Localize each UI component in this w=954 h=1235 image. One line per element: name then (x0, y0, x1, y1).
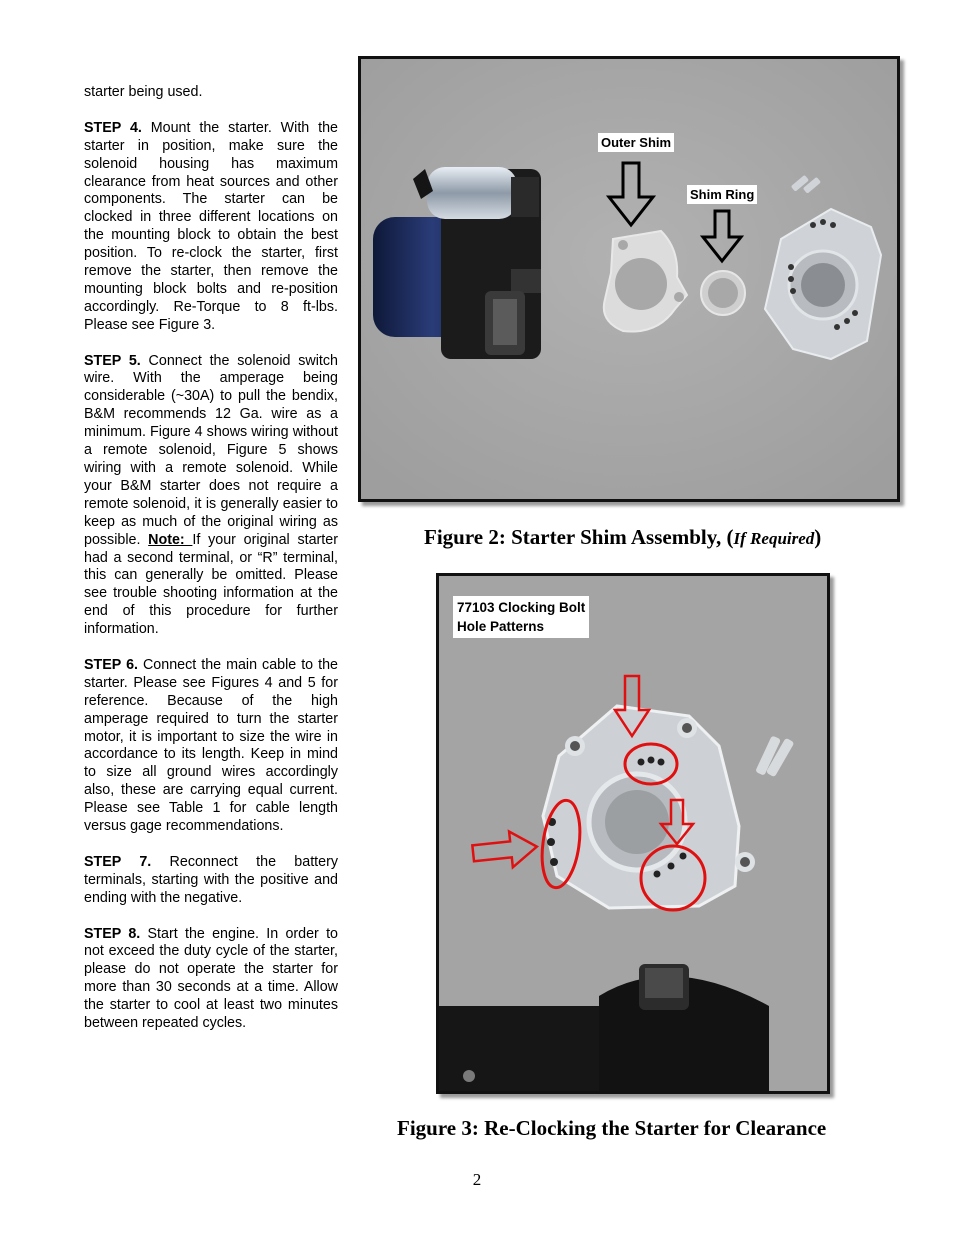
figure-3-photo (436, 573, 830, 1094)
step-4-label: STEP 4. (84, 119, 142, 136)
step-7-text: Reconnect the battery terminals, starting with the positive and ending with the negative. (84, 853, 338, 906)
note-label: Note: (148, 531, 193, 548)
step-5-label: STEP 5. (84, 352, 141, 369)
figure-2-photo (358, 56, 900, 502)
figure-2-caption-italic: If Required (733, 529, 815, 548)
step-7-label: STEP 7. (84, 853, 152, 870)
step-6 (84, 657, 338, 836)
step-7 (84, 854, 338, 908)
step-8-label: STEP 8. (84, 925, 141, 942)
clocking-bolt-label-line1: 77103 Clocking Bolt (457, 600, 586, 615)
clocking-bolt-label-line2: Hole Patterns (457, 619, 545, 634)
step-5 (84, 353, 338, 640)
clocking-bolt-pattern-illustration (439, 576, 827, 1091)
figure-3-caption: Figure 3: Re-Clocking the Starter for Clearance (397, 1116, 827, 1140)
solenoid-housing (427, 167, 517, 219)
outer-shim-label: Outer Shim (598, 133, 674, 152)
figure-2-caption (424, 525, 821, 550)
shim-ring-label: Shim Ring (687, 185, 757, 204)
intro-text: starter being used. (84, 84, 203, 100)
page-number: 2 (472, 1170, 482, 1189)
step-8 (84, 926, 338, 1033)
step-4-text: Mount the starter. With the starter in position, make sure the solenoid housing has maximum clearance from heat sources and other components. The starter can be clocked in three different locations on the mounting block to obtain the best position. To re-clock the starter, first remove the starter, then remove the mounting block bolts and re-position accordingly. Re-Torque to 8 ft-lbs. Please see Figure 3. (84, 119, 338, 333)
step-4 (84, 120, 338, 335)
clocking-bolt-label (453, 596, 589, 638)
figure-2-caption-main: Figure 2: Starter Shim Assembly, ( (424, 525, 734, 549)
step-6-text: Connect the main cable to the starter. Please see Figures 4 and 5 for reference. Because of the high amperage required to turn the starter motor, it is important to size the wire in accordance to its length. Keep in mind to size all ground wires accordingly also, these are carrying equal current. Please see Table 1 for cable length versus gage recommendations. (84, 656, 338, 835)
starter-shim-assembly-illustration (361, 59, 897, 499)
step-5-text: Connect the solenoid switch wire. With the amperage being considerable (~30A) to pull the bendix, B&M recommends 12 Ga. wire as a minimum. Figure 4 shows wiring without a remote solenoid, Figure 5 shows wiring with a remote solenoid. While your B&M starter does not require a remote solenoid, it is generally easier to keep as much of the original wiring as possible. (84, 352, 338, 548)
step-6-label: STEP 6. (84, 656, 138, 673)
instruction-column (84, 84, 338, 1033)
note-text: If your original starter had a second terminal, or “R” terminal, this can generally be omitted. Please see trouble shooting information at the end of this procedure for further information. (84, 531, 338, 638)
figure-2-caption-end: ) (814, 525, 822, 549)
step-8-text: Start the engine. In order to not exceed the duty cycle of the starter, please do not operate the starter for more than 30 seconds at a time. Allow the starter to cool at least two minutes between repeated cycles. (84, 925, 338, 1032)
